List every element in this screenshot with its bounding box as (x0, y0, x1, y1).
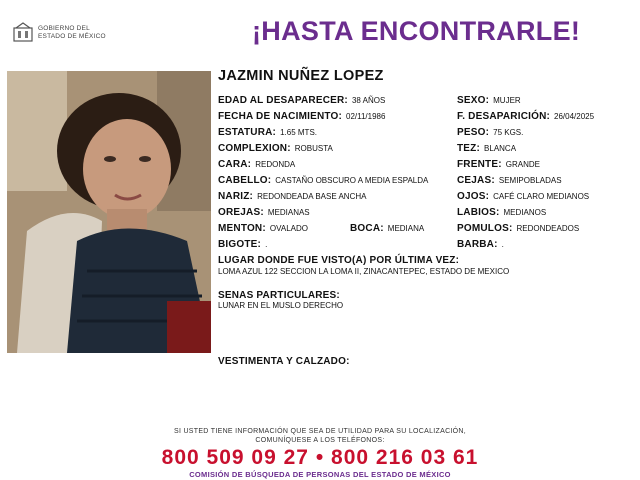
labios-value: MEDIANOS (503, 208, 547, 217)
frente-value: GRANDE (505, 160, 540, 169)
field-fecha-nacimiento (218, 112, 385, 122)
phone-2: 800 216 03 61 (331, 446, 479, 469)
field-edad (218, 96, 385, 106)
phone-separator: • (315, 446, 325, 469)
barba-value: . (501, 240, 504, 249)
menton-value: OVALADO (269, 224, 308, 233)
person-photo (7, 71, 211, 353)
cabello-value: CASTAÑO OBSCURO A MEDIA ESPALDA (275, 176, 429, 185)
estatura-value: 1.65 MTS. (280, 128, 317, 137)
field-complexion (218, 144, 333, 154)
field-barba (457, 240, 504, 250)
phone-numbers (0, 446, 640, 470)
field-fecha-desaparicion (457, 112, 594, 122)
field-nariz (218, 192, 366, 202)
menton-label: MENTON: (218, 223, 266, 234)
boca-label: BOCA: (350, 223, 384, 234)
field-frente (457, 160, 540, 170)
senas-label: SENAS PARTICULARES: (218, 290, 340, 301)
tez-label: TEZ: (457, 143, 481, 154)
nariz-label: NARIZ: (218, 191, 254, 202)
phone-1: 800 509 09 27 (161, 446, 309, 469)
field-cabello (218, 176, 428, 186)
ojos-value: CAFÉ CLARO MEDIANOS (493, 192, 590, 201)
field-labios (457, 208, 546, 218)
pomulos-label: POMULOS: (457, 223, 513, 234)
senas-value: LUNAR EN EL MUSLO DERECHO (218, 301, 344, 310)
headline: ¡HASTA ENCONTRARLE! (252, 16, 581, 46)
estatura-label: ESTATURA: (218, 127, 277, 138)
edad-value: 38 AÑOS (351, 96, 386, 105)
footer-note-2: COMUNÍQUESE A LOS TELÉFONOS: (255, 437, 385, 444)
logo-line-1: GOBIERNO DEL (38, 25, 90, 32)
lugar-value: LOMA AZUL 122 SECCION LA LOMA II, ZINACANTEPEC, ESTADO DE MEXICO (218, 267, 510, 276)
field-cejas (457, 176, 562, 186)
cabello-label: CABELLO: (218, 175, 272, 186)
fecha-desaparicion-label: F. DESAPARICIÓN: (457, 111, 551, 122)
tez-value: BLANCA (484, 144, 517, 153)
field-estatura (218, 128, 317, 138)
boca-value: MEDIANA (387, 224, 425, 233)
government-logo (12, 22, 122, 46)
labios-label: LABIOS: (457, 207, 500, 218)
barba-label: BARBA: (457, 239, 498, 250)
cara-value: REDONDA (255, 160, 296, 169)
field-bigote (218, 240, 267, 250)
field-cara (218, 160, 295, 170)
cejas-value: SEMIPOBLADAS (498, 176, 562, 185)
peso-value: 75 KGS. (493, 128, 524, 137)
ojos-label: OJOS: (457, 191, 490, 202)
comision-name: COMISIÓN DE BÚSQUEDA DE PERSONAS DEL ESTADO DE MÉXICO (189, 470, 451, 479)
nariz-value: REDONDEADA BASE ANCHA (257, 192, 367, 201)
field-ojos (457, 192, 589, 202)
peso-label: PESO: (457, 127, 490, 138)
field-pomulos (457, 224, 579, 234)
cejas-label: CEJAS: (457, 175, 495, 186)
fecha-desaparicion-value: 26/04/2025 (554, 112, 595, 121)
complexion-label: COMPLEXION: (218, 143, 291, 154)
field-menton (218, 224, 308, 234)
field-sexo (457, 96, 521, 106)
cara-label: CARA: (218, 159, 252, 170)
field-tez (457, 144, 516, 154)
fecha-nacimiento-label: FECHA DE NACIMIENTO: (218, 111, 342, 122)
edad-label: EDAD AL DESAPARECER: (218, 95, 348, 106)
sexo-value: MUJER (493, 96, 521, 105)
orejas-label: OREJAS: (218, 207, 264, 218)
complexion-value: ROBUSTA (294, 144, 333, 153)
bigote-label: BIGOTE: (218, 239, 262, 250)
field-peso (457, 128, 523, 138)
bigote-value: . (265, 240, 268, 249)
pomulos-value: REDONDEADOS (516, 224, 580, 233)
person-name: JAZMIN NUÑEZ LOPEZ (218, 68, 384, 84)
fecha-nacimiento-value: 02/11/1986 (346, 112, 386, 121)
field-boca (350, 224, 424, 234)
lugar-label: LUGAR DONDE FUE VISTO(A) POR ÚLTIMA VEZ: (218, 255, 460, 266)
coat-of-arms-icon (12, 22, 34, 44)
logo-line-2: ESTADO DE MÉXICO (38, 33, 106, 40)
field-orejas (218, 208, 310, 218)
orejas-value: MEDIANAS (267, 208, 310, 217)
footer-note-1: SI USTED TIENE INFORMACIÓN QUE SEA DE UTILIDAD PARA SU LOCALIZACIÓN, (173, 428, 467, 435)
sexo-label: SEXO: (457, 95, 490, 106)
vestimenta-label: VESTIMENTA Y CALZADO: (218, 356, 350, 367)
frente-label: FRENTE: (457, 159, 502, 170)
